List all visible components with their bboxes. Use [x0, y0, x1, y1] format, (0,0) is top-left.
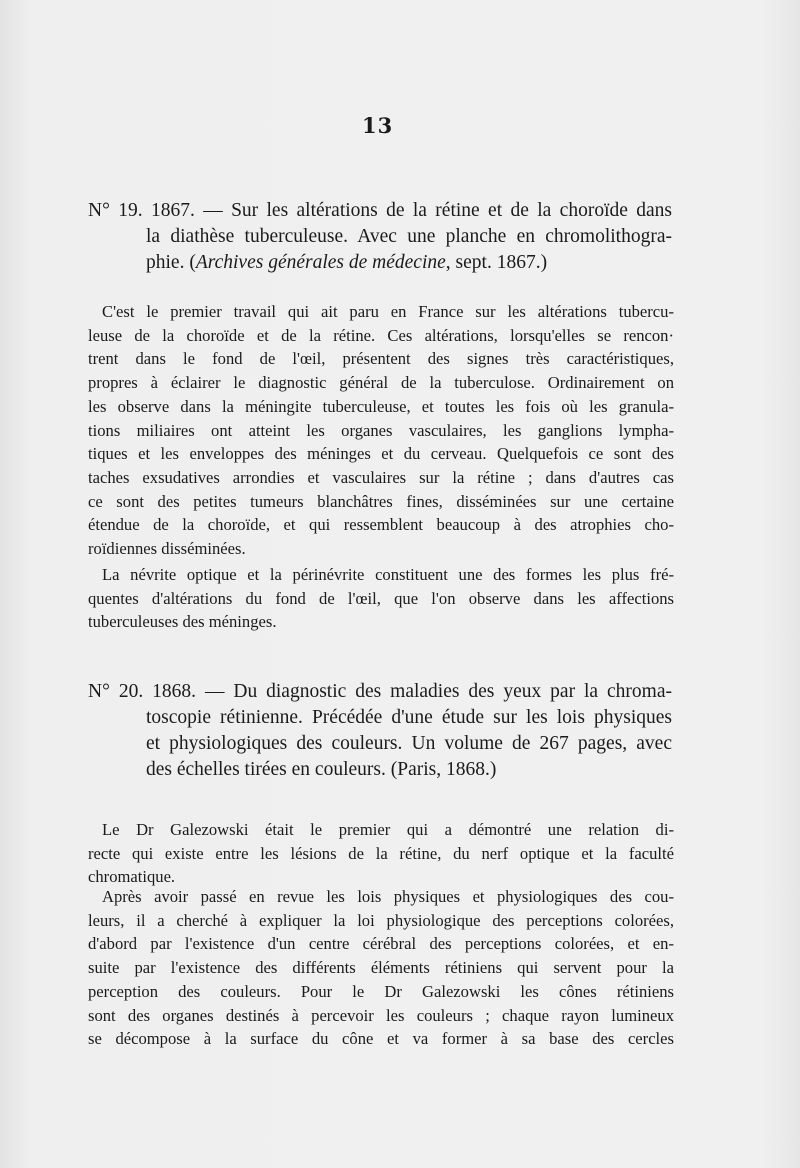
text-line: leurs, il a cherché à expliquer la loi physiologique des perceptions colorées,	[88, 910, 674, 930]
text-line: tuberculeuses des méninges.	[88, 612, 277, 632]
text-line: étendue de la choroïde, et qui ressemblent beaucoup à des atrophies cho-	[88, 515, 674, 535]
text-line: Après avoir passé en revue les lois physiques et physiologiques des cou-	[102, 887, 674, 906]
entry-20-paragraph-1	[88, 818, 674, 889]
text-line: les observe dans la méningite tuberculeuse, et toutes les fois où les granula-	[88, 396, 674, 416]
text-line: quentes d'altérations du fond de l'œil, que l'on observe dans les affections	[88, 588, 674, 608]
entry-20-heading-line-1: N° 20. 1868. — Du diagnostic des maladies des yeux par la chroma-	[88, 681, 672, 702]
text-line: tions miliaires ont atteint les organes vasculaires, les ganglions lympha-	[88, 420, 674, 440]
text-line: sont des organes destinés à percevoir les couleurs ; chaque rayon lumineux	[88, 1005, 674, 1025]
entry-19-paragraph-2	[88, 563, 674, 634]
entry-19-paragraph-1	[88, 300, 674, 561]
entry-20-heading-line-3: et physiologiques des couleurs. Un volume de 267 pages, avec	[146, 733, 672, 754]
text-line: taches exsudatives arrondies et vasculaires sur la rétine ; dans d'autres cas	[88, 467, 674, 487]
text-line: suite par l'existence des différents éléments rétiniens qui servent pour la	[88, 958, 674, 978]
text-line: perception des couleurs. Pour le Dr Galezowski les cônes rétiniens	[88, 981, 674, 1001]
text-line: tiques et les enveloppes des méninges et du cerveau. Quelquefois ce sont des	[88, 444, 674, 464]
text-line: Le Dr Galezowski était le premier qui a démontré une relation di-	[102, 820, 674, 839]
entry-19-heading-line-3c: , sept. 1867.)	[445, 252, 548, 273]
text-line: roïdiennes disséminées.	[88, 539, 246, 559]
text-line: La névrite optique et la périnévrite constituent une des formes les plus fré-	[102, 565, 674, 584]
journal-title: Archives générales de médecine	[195, 252, 446, 273]
entry-20-heading	[88, 679, 672, 783]
text-line: leuse de la choroïde et de la rétine. Ces altérations, lorsqu'elles se rencon·	[88, 325, 674, 345]
text-line: chromatique.	[88, 867, 176, 887]
entry-20-heading-line-4: des échelles tirées en couleurs. (Paris, 1868.)	[146, 759, 497, 780]
text-line: se décompose à la surface du cône et va former à sa base des cercles	[88, 1029, 674, 1049]
text-line: trent dans le fond de l'œil, présentent des signes très caractéristiques,	[88, 349, 674, 369]
text-line: ce sont des petites tumeurs blanchâtres fines, disséminées sur une certaine	[88, 491, 674, 511]
entry-20-paragraph-2	[88, 885, 674, 1051]
entry-20-heading-line-2: toscopie rétinienne. Précédée d'une étude sur les lois physiques	[146, 707, 672, 728]
entry-19-heading-line-3a: phie. (	[146, 252, 196, 273]
page-number: 13	[362, 113, 394, 138]
entry-19-heading	[88, 198, 672, 276]
text-line: C'est le premier travail qui ait paru en France sur les altérations tubercu-	[102, 302, 674, 321]
text-line: d'abord par l'existence d'un centre cérébral des perceptions colorées, et en-	[88, 934, 674, 954]
text-line: recte qui existe entre les lésions de la rétine, du nerf optique et la faculté	[88, 843, 674, 863]
entry-19-heading-line-1: N° 19. 1867. — Sur les altérations de la rétine et de la choroïde dans	[88, 200, 672, 221]
entry-19-heading-line-2: la diathèse tuberculeuse. Avec une planche en chromolithogra-	[146, 226, 672, 247]
entry-19-heading-line-3	[88, 250, 672, 276]
text-line: propres à éclairer le diagnostic général de la tuberculose. Ordinairement on	[88, 373, 674, 393]
